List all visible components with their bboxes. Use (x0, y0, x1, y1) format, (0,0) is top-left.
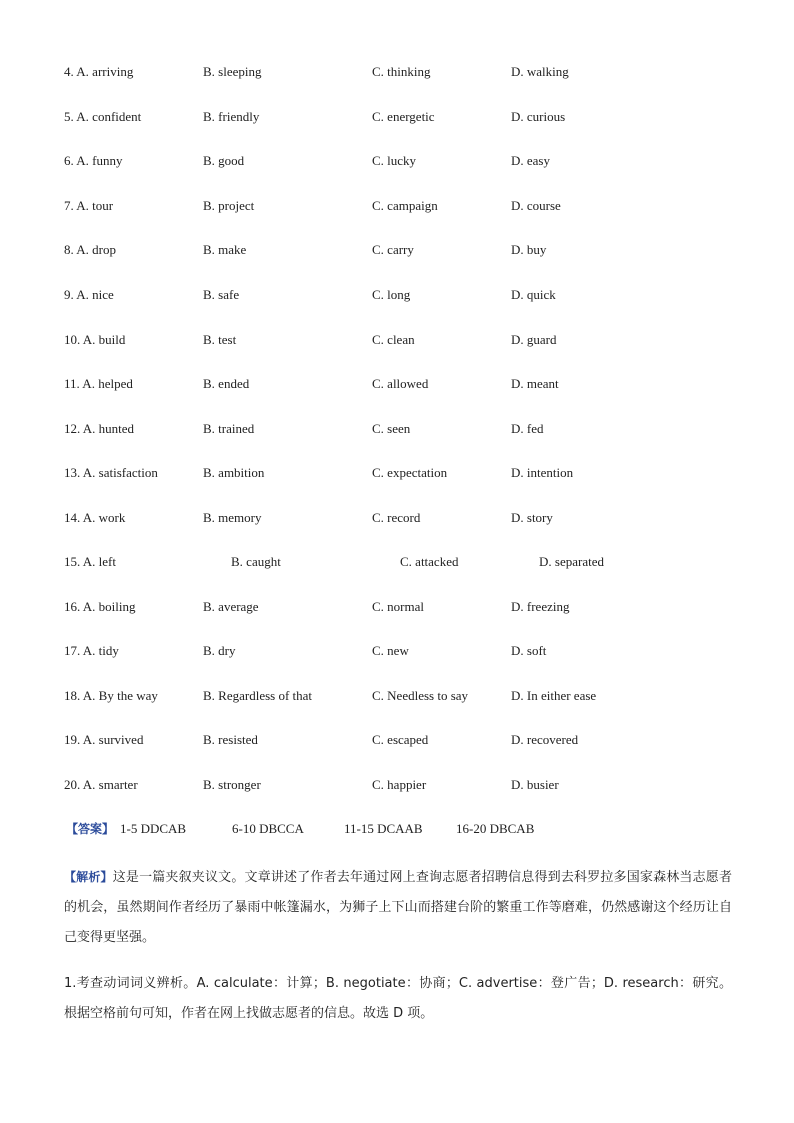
option-b: B. ended (203, 376, 250, 391)
option-c: C. normal (372, 599, 424, 614)
question-row (0, 597, 794, 617)
option-c: C. new (372, 643, 409, 658)
question-row (0, 196, 794, 216)
option-c: C. carry (372, 242, 414, 257)
answer-group: 6-10 DBCCA (232, 821, 304, 836)
option-d: D. busier (511, 777, 559, 792)
option-a: 14. A. work (64, 510, 126, 525)
option-d: D. course (511, 198, 561, 213)
option-b: B. friendly (203, 109, 260, 124)
option-c: C. long (372, 287, 411, 302)
answer-group: 1-5 DDCAB (120, 821, 187, 836)
option-d: D. separated (539, 554, 604, 569)
question-row (0, 374, 794, 394)
option-a: 9. A. nice (64, 287, 114, 302)
option-d: D. In either ease (511, 688, 597, 703)
option-c: C. expectation (372, 465, 448, 480)
option-a: 10. A. build (64, 332, 126, 347)
option-d: D. quick (511, 287, 556, 302)
question-row (0, 107, 794, 127)
question-row (0, 151, 794, 171)
option-a: 6. A. funny (64, 153, 123, 168)
option-c: C. energetic (372, 109, 435, 124)
option-b: B. make (203, 242, 247, 257)
question-row (0, 240, 794, 260)
answer-key (66, 819, 535, 839)
option-a: 16. A. boiling (64, 599, 136, 614)
option-d: D. freezing (511, 599, 570, 614)
analysis-paragraph (64, 862, 732, 953)
option-d: D. soft (511, 643, 547, 658)
option-d: D. walking (511, 64, 569, 79)
option-d: D. fed (511, 421, 544, 436)
question-row (0, 686, 794, 706)
question-row (0, 552, 794, 572)
option-d: D. recovered (511, 732, 579, 747)
option-c: C. escaped (372, 732, 429, 747)
option-c: C. clean (372, 332, 415, 347)
question-row (0, 641, 794, 661)
question-row (0, 62, 794, 82)
option-a: 5. A. confident (64, 109, 142, 124)
option-a: 19. A. survived (64, 732, 144, 747)
question-row (0, 775, 794, 795)
option-a: 11. A. helped (64, 376, 133, 391)
option-d: D. curious (511, 109, 566, 124)
option-b: B. trained (203, 421, 255, 436)
analysis-text: 这是一篇夹叙夹议文。文章讲述了作者去年通过网上查询志愿者招聘信息得到去科罗拉多国家森林当志愿者的机会，虽然期间作者经历了暴雨中帐篷漏水，为狮子上下山而搭建台阶的繁重工作等磨难，仍然感谢这个经历让自己变得更坚强。 (64, 870, 732, 945)
option-c: C. happier (372, 777, 427, 792)
option-d: D. guard (511, 332, 557, 347)
option-c: C. seen (372, 421, 411, 436)
option-d: D. buy (511, 242, 547, 257)
question-row (0, 285, 794, 305)
option-b: B. safe (203, 287, 240, 302)
option-c: C. allowed (372, 376, 429, 391)
option-b: B. test (203, 332, 237, 347)
question-row (0, 419, 794, 439)
answer-group: 16-20 DBCAB (456, 821, 535, 836)
question-row (0, 330, 794, 350)
option-a: 17. A. tidy (64, 643, 119, 658)
option-d: D. story (511, 510, 553, 525)
option-b: B. ambition (203, 465, 265, 480)
option-b: B. caught (231, 554, 281, 569)
option-d: D. intention (511, 465, 574, 480)
option-b: B. dry (203, 643, 236, 658)
option-b: B. good (203, 153, 245, 168)
question-row (0, 463, 794, 483)
option-c: C. lucky (372, 153, 417, 168)
analysis-tag: 【解析】 (64, 870, 113, 884)
option-a: 8. A. drop (64, 242, 116, 257)
option-b: B. project (203, 198, 255, 213)
option-a: 18. A. By the way (64, 688, 158, 703)
option-c: C. campaign (372, 198, 438, 213)
option-a: 7. A. tour (64, 198, 114, 213)
option-c: C. record (372, 510, 421, 525)
option-b: B. resisted (203, 732, 258, 747)
option-b: B. average (203, 599, 259, 614)
option-c: C. thinking (372, 64, 431, 79)
answer-group: 11-15 DCAAB (344, 821, 423, 836)
option-a: 13. A. satisfaction (64, 465, 158, 480)
option-d: D. easy (511, 153, 550, 168)
option-a: 20. A. smarter (64, 777, 138, 792)
option-b: B. memory (203, 510, 262, 525)
question-row (0, 730, 794, 750)
question-row (0, 508, 794, 528)
option-c: C. attacked (400, 554, 459, 569)
option-d: D. meant (511, 376, 559, 391)
option-c: C. Needless to say (372, 688, 469, 703)
option-a: 15. A. left (64, 554, 116, 569)
option-a: 4. A. arriving (64, 64, 134, 79)
option-b: B. Regardless of that (203, 688, 313, 703)
option-a: 12. A. hunted (64, 421, 135, 436)
explanation-1: 1.考查动词词义辨析。A. calculate：计算；B. negotiate：协商；C. advertise：登广告；D. research：研究。根据空格前句可知，作者在网上找做志愿者的信息。故选 D 项。 (64, 976, 732, 1021)
option-b: B. sleeping (203, 64, 262, 79)
option-b: B. stronger (203, 777, 261, 792)
answer-tag: 【答案】 (66, 822, 115, 836)
